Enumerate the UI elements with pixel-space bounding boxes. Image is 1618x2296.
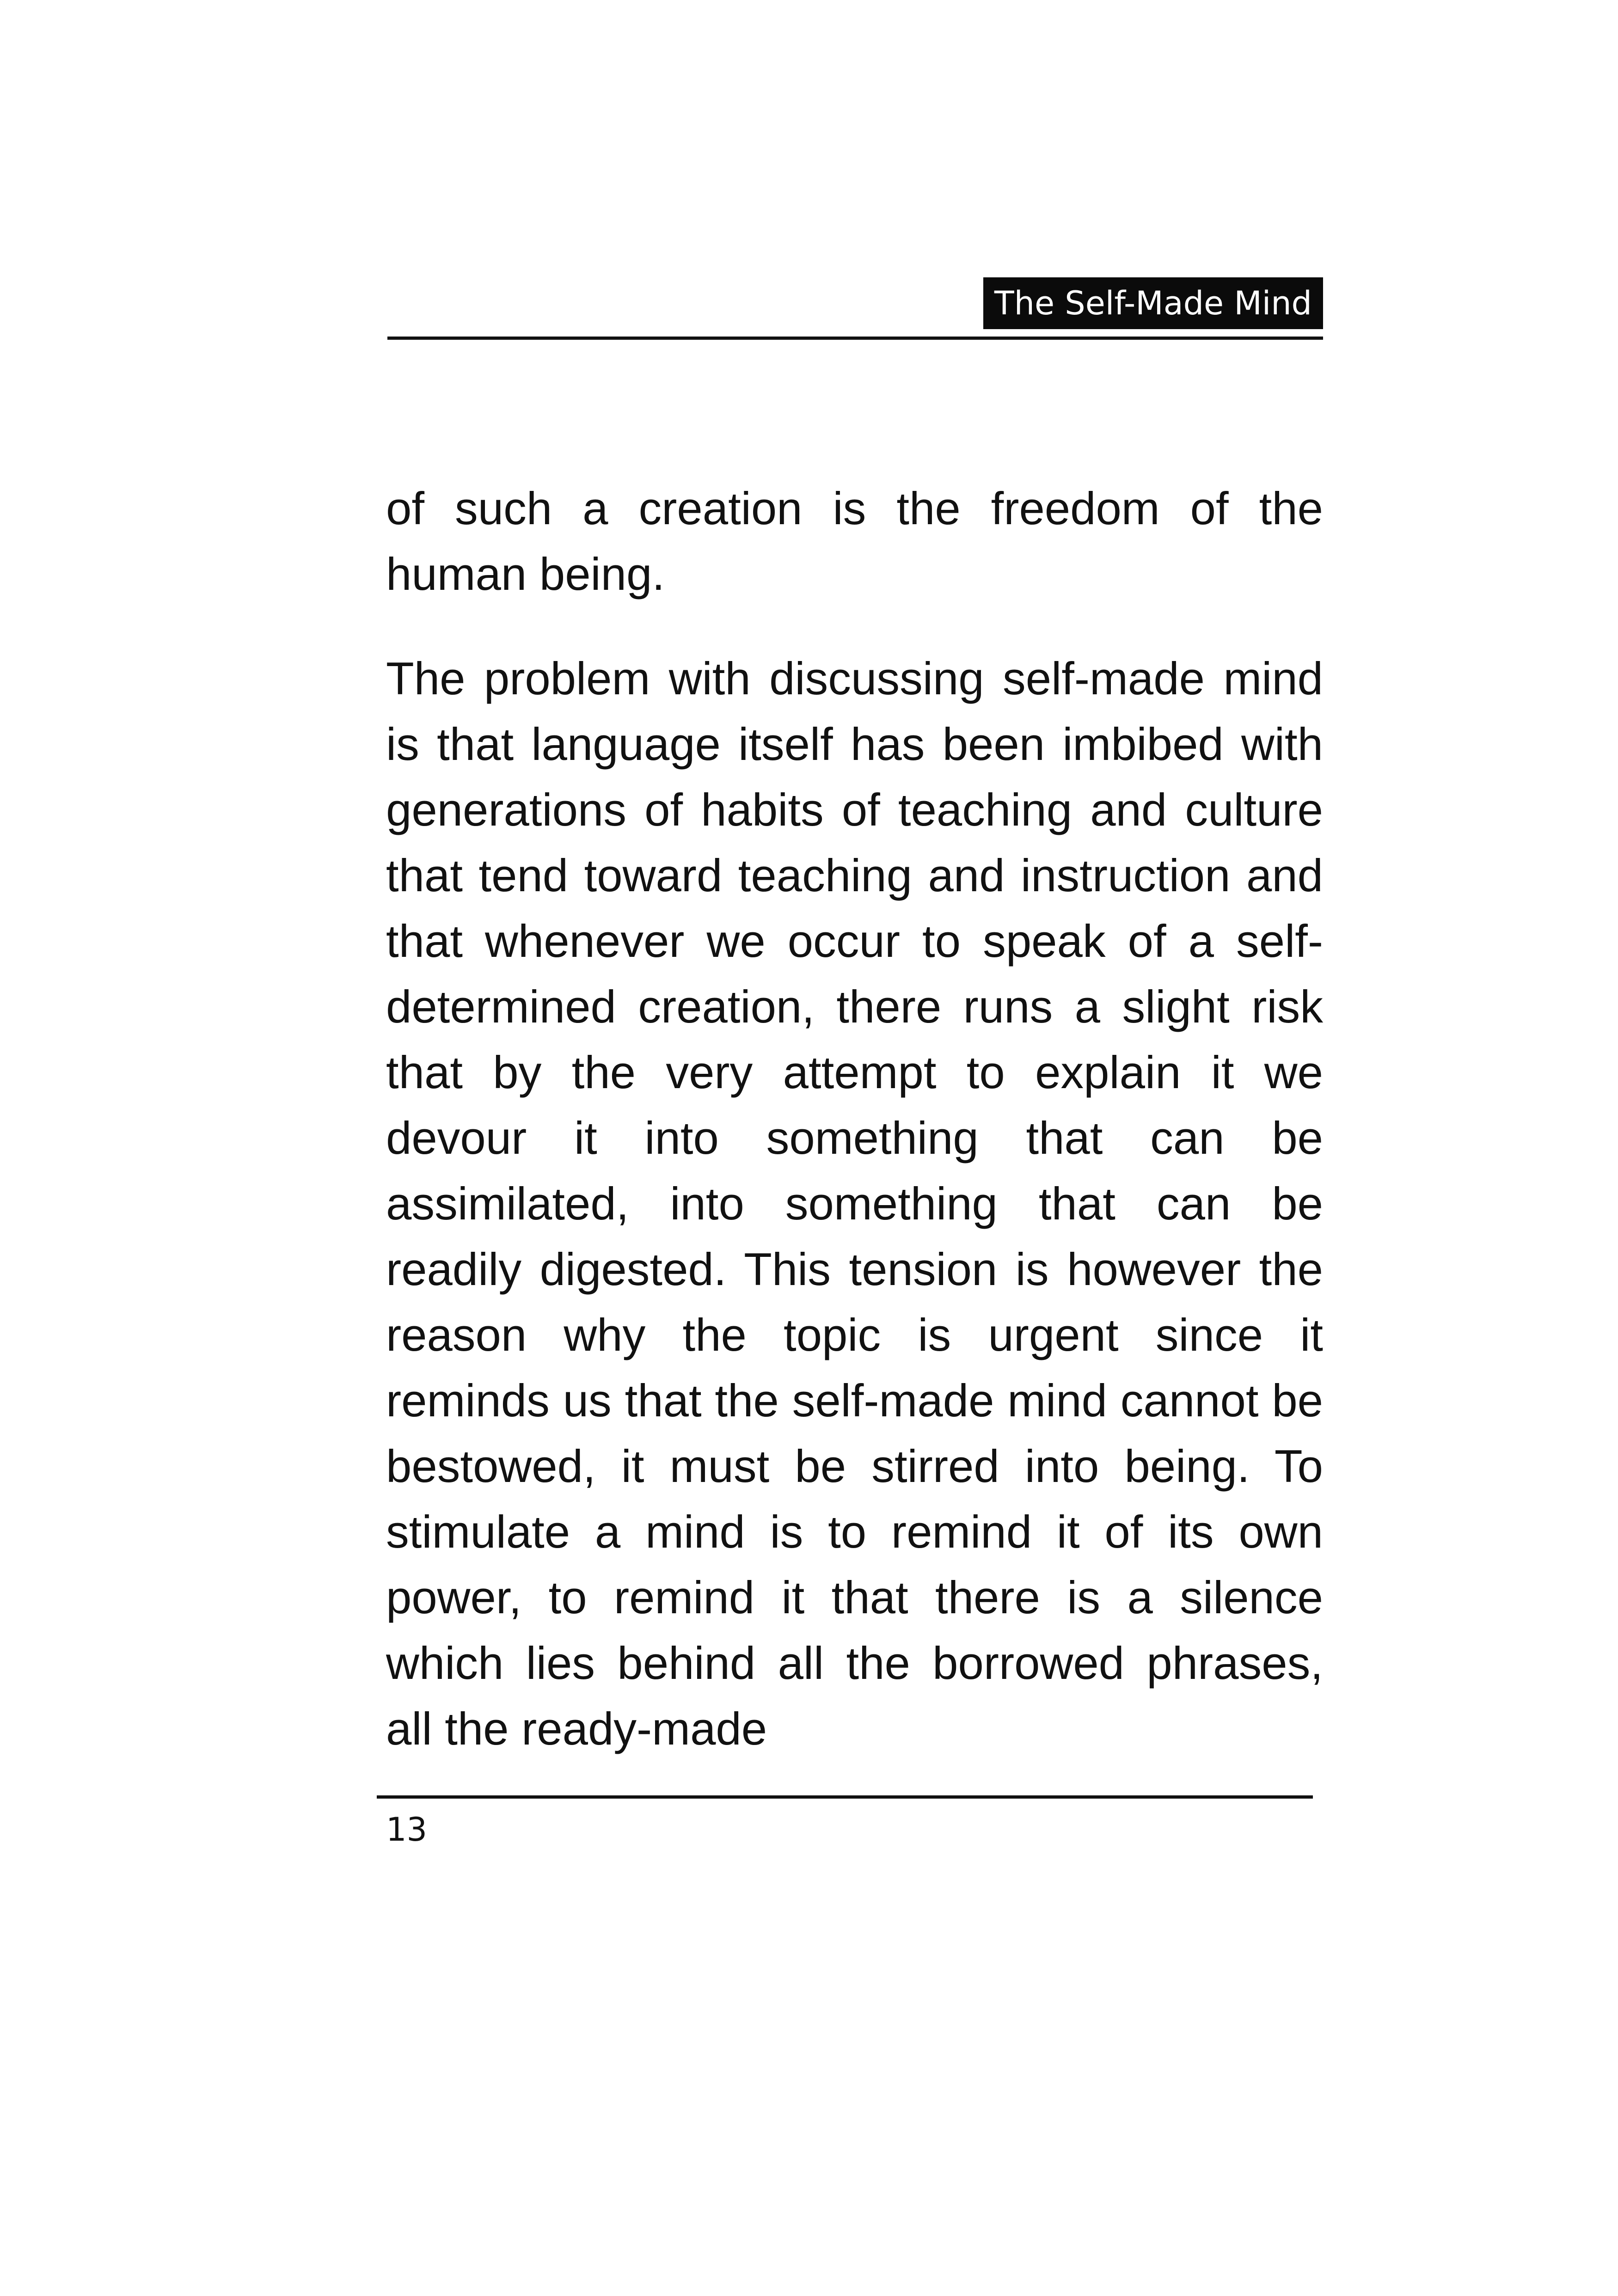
footer-rule: [377, 1795, 1313, 1799]
running-header-title: The Self-Made Mind: [983, 277, 1323, 329]
paragraph-continued: of such a creation is the freedom of the human being.: [386, 483, 1323, 600]
paragraph-main: The problem with discussing self-made mind is that language itself has been imbibed with generations of habits of teaching and culture that tend toward teaching and instruction and that whenever we occur to speak of a self-determined creation, there runs a slight risk that by the very attempt to explain it we devour it into something that can be assimilated, into something that can be readily digested. This tension is however the reason why the topic is urgent since it reminds us that the self-made mind cannot be bestowed, it must be stirred into being. To stimulate a mind is to remind it of its own power, to remind it that there is a silence which lies behind all the borrowed phrases, all the ready-made: [386, 653, 1323, 1755]
running-header: [387, 277, 1323, 340]
page-body-text: [386, 476, 1323, 1762]
page-number: 13: [386, 1811, 428, 1849]
